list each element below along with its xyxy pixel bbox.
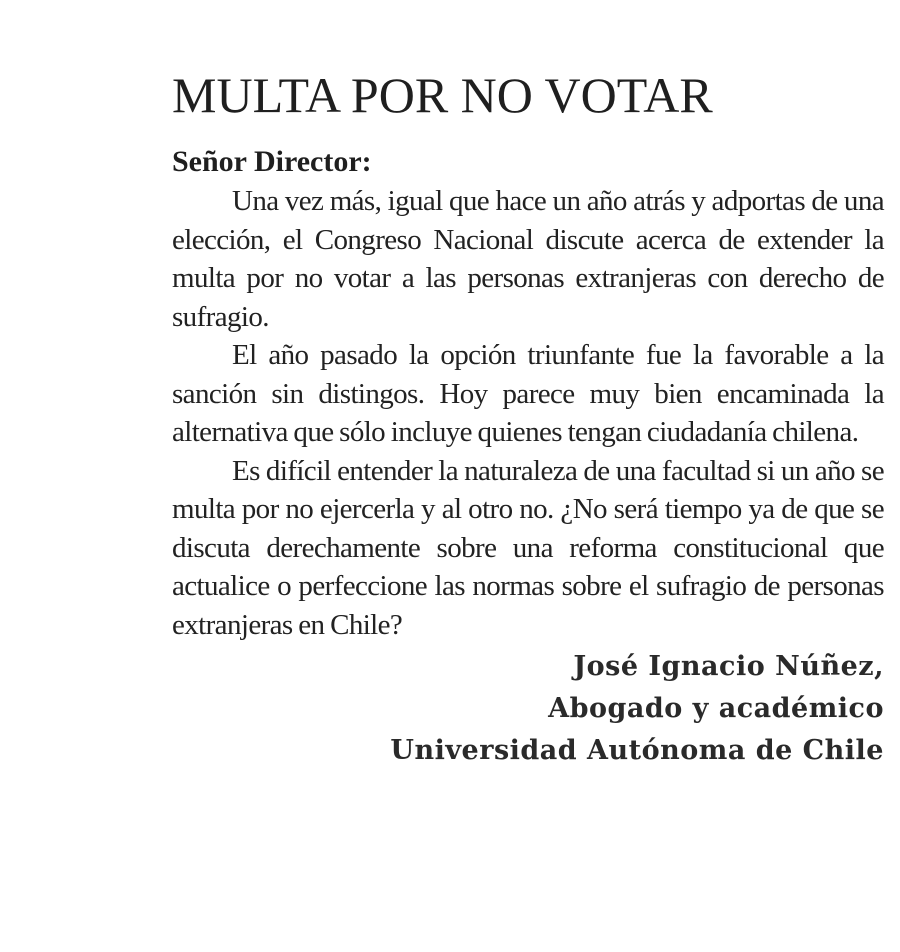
signature-block (172, 646, 884, 772)
paragraph-2: El año pasado la opción triunfante fue la favorable a la sanción sin distingos. Hoy parece muy bien encaminada la alternativa que sólo incluye quienes tengan ciudadanía chilena. (172, 339, 884, 448)
salutation: Señor Director: (172, 145, 372, 178)
paragraph-3: Es difícil entender la naturaleza de una facultad si un año se multa por no ejercerla y al otro no. ¿No será tiempo ya de que se discuta derechamente sobre una reforma constitucional que actualice o perfeccione las normas sobre el sufragio de personas extranjeras en Chile? (172, 454, 884, 641)
paragraph-1: Una vez más, igual que hace un año atrás y adportas de una elección, el Congreso Nacional discute acerca de extender la multa por no votar a las personas extranjeras con derecho de sufragio. (172, 185, 884, 333)
author-role: Abogado y académico (548, 693, 884, 724)
author-name: José Ignacio Núñez, (573, 651, 884, 682)
letter-to-editor (172, 64, 884, 772)
letter-title: MULTA POR NO VOTAR (172, 67, 713, 123)
letter-body (172, 182, 884, 644)
author-institution: Universidad Autónoma de Chile (390, 735, 884, 766)
